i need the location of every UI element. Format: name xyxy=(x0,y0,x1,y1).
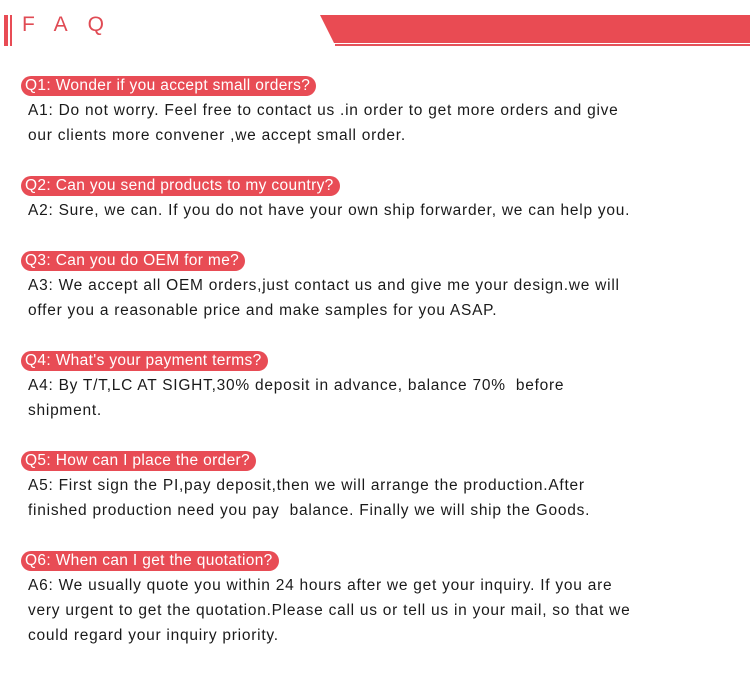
answer-line: A1: Do not worry. Feel free to contact us .in order to get more orders and give xyxy=(28,102,619,119)
question-pill: Q5: How can I place the order? xyxy=(21,451,256,471)
answer-text xyxy=(28,473,721,523)
faq-item-3 xyxy=(21,251,721,323)
answer-line: A5: First sign the PI,pay deposit,then we will arrange the production.After xyxy=(28,477,585,494)
answer-line: could regard your inquiry priority. xyxy=(28,627,279,644)
question-pill: Q4: What's your payment terms? xyxy=(21,351,268,371)
answer-text xyxy=(28,198,721,223)
faq-item-6 xyxy=(21,551,721,648)
faq-item-1 xyxy=(21,76,721,148)
answer-text xyxy=(28,98,721,148)
answer-line: A6: We usually quote you within 24 hours after we get your inquiry. If you are xyxy=(28,577,613,594)
answer-line: shipment. xyxy=(28,402,102,419)
answer-line: very urgent to get the quotation.Please call us or tell us in your mail, so that we xyxy=(28,602,631,619)
question-pill: Q1: Wonder if you accept small orders? xyxy=(21,76,316,96)
title-accent-bar xyxy=(4,15,8,46)
page-title: FAQ xyxy=(22,13,125,36)
question-pill: Q6: When can I get the quotation? xyxy=(21,551,279,571)
answer-line: A2: Sure, we can. If you do not have your own ship forwarder, we can help you. xyxy=(28,202,631,219)
decorative-red-underline xyxy=(335,44,750,46)
answer-text xyxy=(28,373,721,423)
answer-line: our clients more convener ,we accept small order. xyxy=(28,127,406,144)
answer-line: A3: We accept all OEM orders,just contact us and give me your design.we will xyxy=(28,277,620,294)
question-pill: Q3: Can you do OEM for me? xyxy=(21,251,245,271)
title-accent-bar-thin xyxy=(10,15,12,46)
question-pill: Q2: Can you send products to my country? xyxy=(21,176,340,196)
answer-line: A4: By T/T,LC AT SIGHT,30% deposit in advance, balance 70% before xyxy=(28,377,565,394)
answer-text xyxy=(28,573,721,648)
faq-header xyxy=(0,0,750,60)
faq-item-4 xyxy=(21,351,721,423)
answer-line: finished production need you pay balance. Finally we will ship the Goods. xyxy=(28,502,591,519)
faq-item-5 xyxy=(21,451,721,523)
decorative-red-banner xyxy=(320,15,750,43)
answer-line: offer you a reasonable price and make samples for you ASAP. xyxy=(28,302,498,319)
faq-item-2 xyxy=(21,176,721,223)
answer-text xyxy=(28,273,721,323)
